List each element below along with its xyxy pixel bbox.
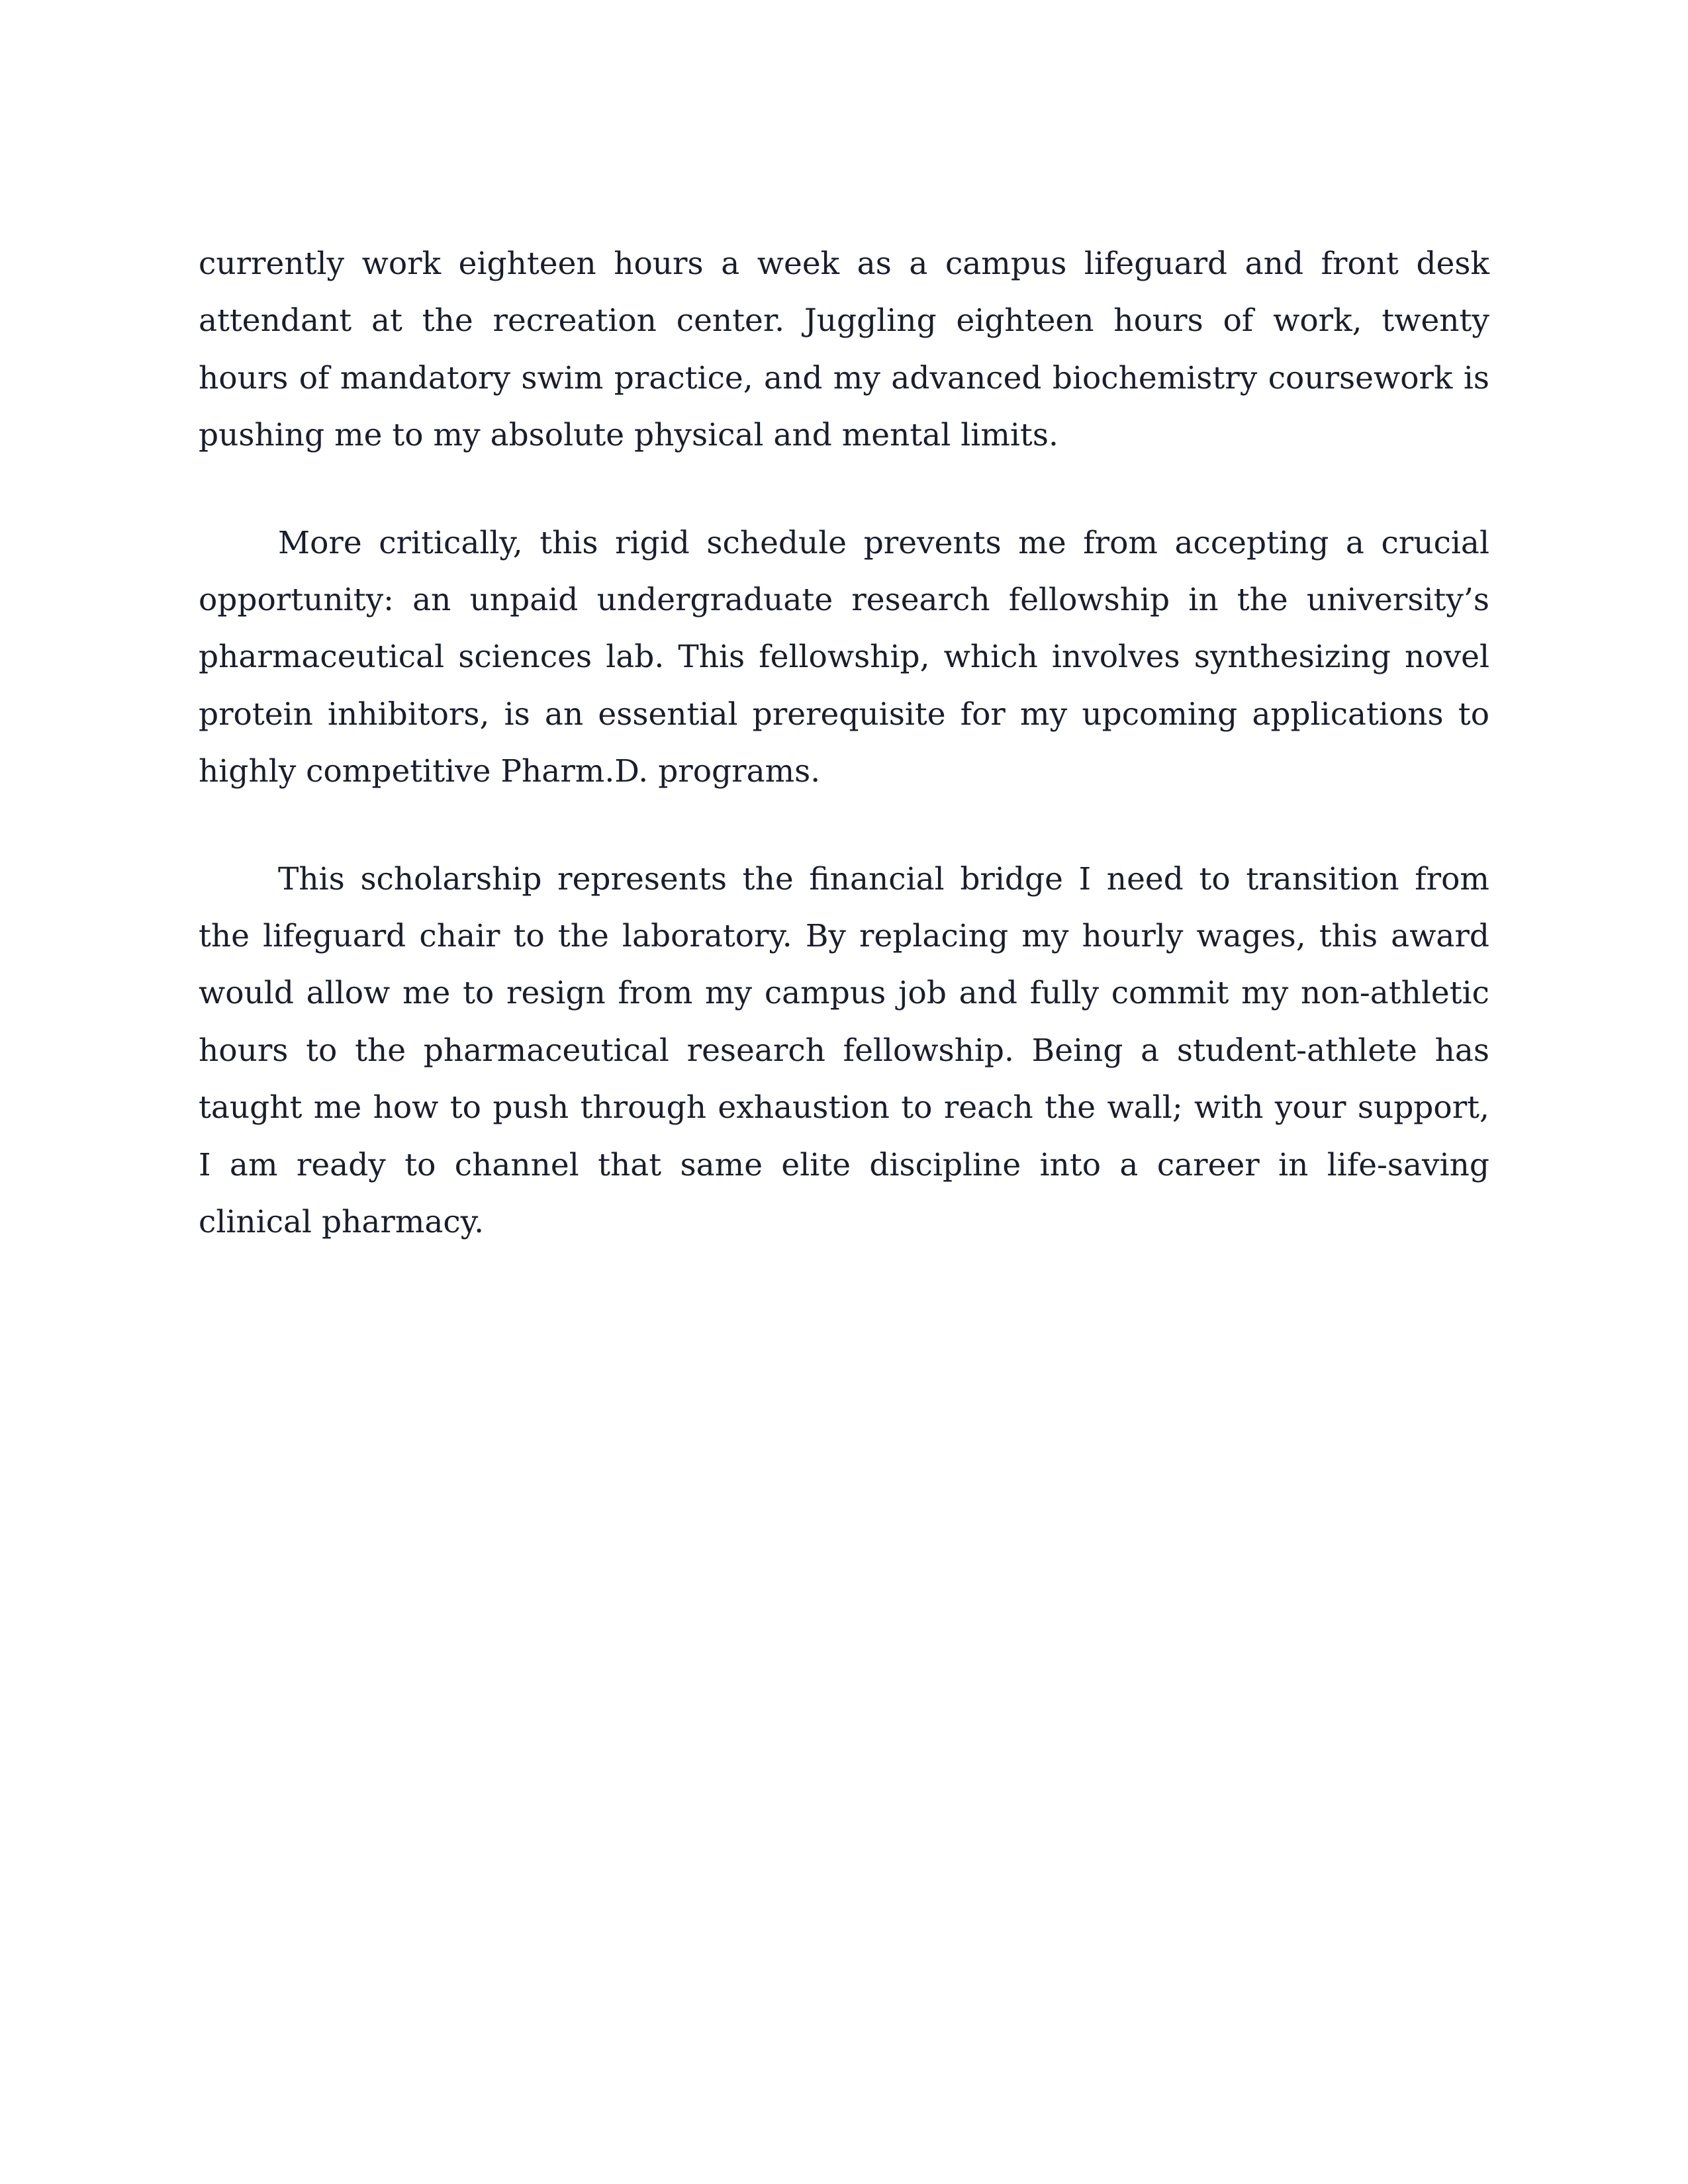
paragraph-research-fellowship: More critically, this rigid schedule prevents me from accepting a crucial opportunity: an unpaid undergraduate research fellowship in the university’s pharmaceutical sciences lab. This fellowship, which involves synthesizing novel protein inhibitors, is an essential prerequisite for my upcoming applications to highly competitive Pharm.D. programs. (199, 524, 1489, 790)
paragraph-continued: currently work eighteen hours a week as a campus lifeguard and front desk attendant at the recreation center. Juggling eighteen hours of work, twenty hours of mandatory swim practice, and my advanced biochemistry coursework is pushing me to my absolute physical and mental limits. (199, 246, 1489, 454)
paragraph-scholarship-bridge: This scholarship represents the financial bridge I need to transition from the lifeguard chair to the laboratory. By replacing my hourly wages, this award would allow me to resign from my campus job and fully commit my non-athletic hours to the pharmaceutical research fellowship. Being a student-athlete has taught me how to push through exhaustion to reach the wall; with your support, I am ready to channel that same elite discipline into a career in life-saving clinical pharmacy. (199, 860, 1489, 1241)
essay-body (199, 236, 1489, 1302)
